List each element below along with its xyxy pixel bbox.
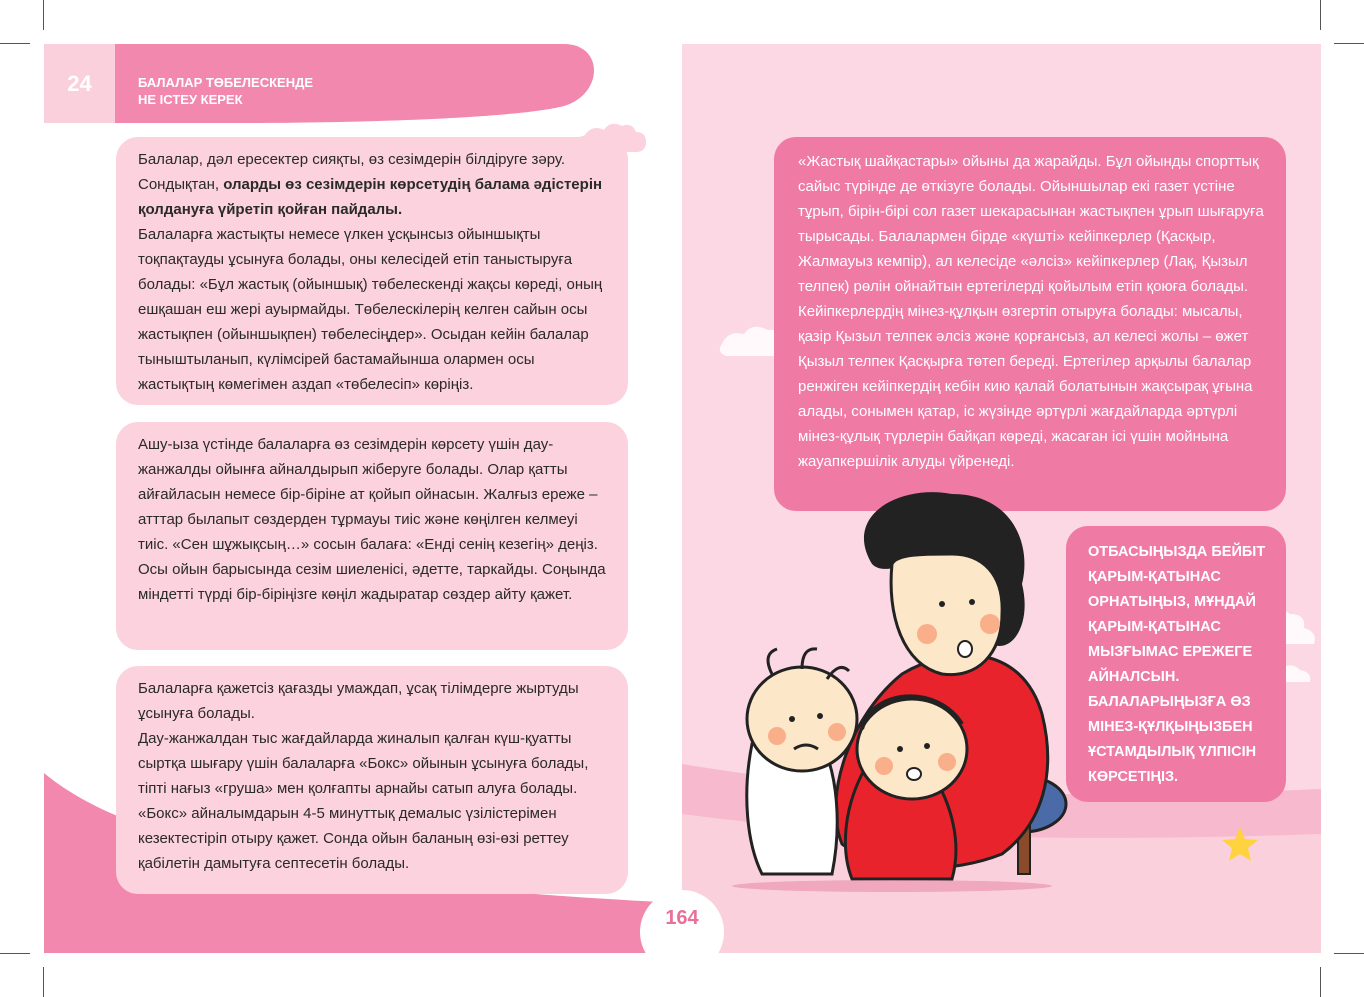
right-page [682, 44, 1321, 953]
chapter-title [138, 74, 388, 108]
text-card-1 [116, 137, 628, 405]
star-icon [1220, 824, 1260, 864]
book-spread [44, 44, 1321, 953]
card1-paragraph1 [138, 147, 606, 222]
card1-paragraph2: Балаларға жастықты немесе үлкен ұсқынсыз ойыншықты тоқпақтауды ұсынуға болады, оны келесідей етіп таныстыруға болады: «Бұл жастық (ойыншық) төбелескенді жақсы көреді, оның ешқашан еш жері ауырмайды. Төбелескілерің келген сайын осы жастықпен (ойыншықпен) төбелесіңдер». Осыдан кейін балалар тыныштыланып, күлімсірей бастамайынша олармен осы жастықтың көмегімен аздап «төбелесіп» көріңіз. [138, 226, 603, 393]
card3-paragraph2: Дау-жанжалдан тыс жағдайларда жиналып қалған күш-қуатты сыртқа шығару үшін балаларға «Бокс» ойынын ұсынуға болады, тіпті нағыз «груша» мен қолғапты арнайы сатып алуға болады. «Бокс» айналымдарын 4-5 минуттық демалыс үзілістерімен кезектестіріп отыру қажет. Сонда ойын баланың өзі-өзі реттеу қабілетін дамытуға септесетін болады. [138, 730, 589, 872]
page-header [44, 44, 682, 123]
card1-bold-text: оларды өз сезімдерін көрсетудің балама әдістерін қолдануға үйретіп қойған пайдалы. [138, 176, 603, 218]
chapter-title-line2: НЕ ІСТЕУ КЕРЕК [138, 92, 243, 107]
game-description-card: «Жастық шайқастары» ойыны да жарайды. Бұл ойынды спорттық сайыс түрінде де өткізуге болады. Ойыншылар екі газет үстіне тұрып, бірін-бірі сол газет шекарасынан жастықпен ұрып шығаруға тырысады. Балалармен бірде «күшті» кейіпкерлер (Қасқыр, Жалмауыз кемпір), ал келесіде «әлсіз» кейіпкерлер (Лақ, Қызыл телпек) рөлін ойнайтын ертегілерді қойылым етіп қоюға болады. Кейіпкерлердің мінез-құлқын өзгертіп отыруға болады: мысалы, қазір Қызыл телпек әлсіз және қорғансыз, ал келесі жолы – өжет Қызыл телпек Қасқырға төтеп береді. Ертегілер арқылы балалар ренжіген кейіпкердің кебін кию қалай болатынын жақсырақ ұғына алады, сонымен қатар, іс жүзінде әртүрлі жағдайларда әртүрлі мінез-құлық түрлерін байқап көреді, жасаған ісі үшін мойнына жауапкершілік алуды үйренеді. [774, 137, 1286, 511]
card1-text: Балалар, дәл ересектер сияқты, өз сезімдерін білдіруге зәру. Сондықтан, [138, 151, 566, 193]
mother-hugging-children-illustration [722, 474, 1082, 894]
left-page [44, 44, 682, 953]
chapter-title-line1: БАЛАЛАР ТӨБЕЛЕСКЕНДЕ [138, 75, 314, 90]
page-number: 24 [44, 44, 115, 123]
text-card-3 [116, 666, 628, 894]
tip-card: ОТБАСЫҢЫЗДА БЕЙБІТ ҚАРЫМ-ҚАТЫНАС ОРНАТЫҢЫЗ, МҰНДАЙ ҚАРЫМ-ҚАТЫНАС МЫЗҒЫМАС ЕРЕЖЕГЕ АЙНАЛСЫН. БАЛАЛАРЫҢЫЗҒА ӨЗ МІНЕЗ-ҚҰЛҚЫҢЫЗБЕН ҰСТАМДЫЛЫҚ ҮЛПІСІН КӨРСЕТІҢІЗ. [1066, 526, 1286, 802]
card3-paragraph1: Балаларға қажетсіз қағазды умаждап, ұсақ тілімдерге жыртуды ұсынуға болады. [138, 680, 579, 722]
text-card-2 [116, 422, 628, 650]
card2-paragraph: Ашу-ыза үстінде балаларға өз сезімдерін көрсету үшін дау-жанжалды ойынға айналдырып жіберуге болады. Олар қатты айғайласын немесе бір-біріне ат қойып ойнасын. Жалғыз ереже – атттар былапыт сөздерден тұрмауы тиіс және көңілген келмеуі тиіс. «Сен шұжықсың…» сосын балаға: «Енді сенің кезегің» деңіз. Осы ойын барысында сезім шиеленісі, әдетте, таркайды. Соңында міндетті түрді бір-біріңізге көңіл жадыратар сөздер айту қажет. [138, 436, 606, 603]
footer-page-number: 164 [640, 890, 724, 953]
